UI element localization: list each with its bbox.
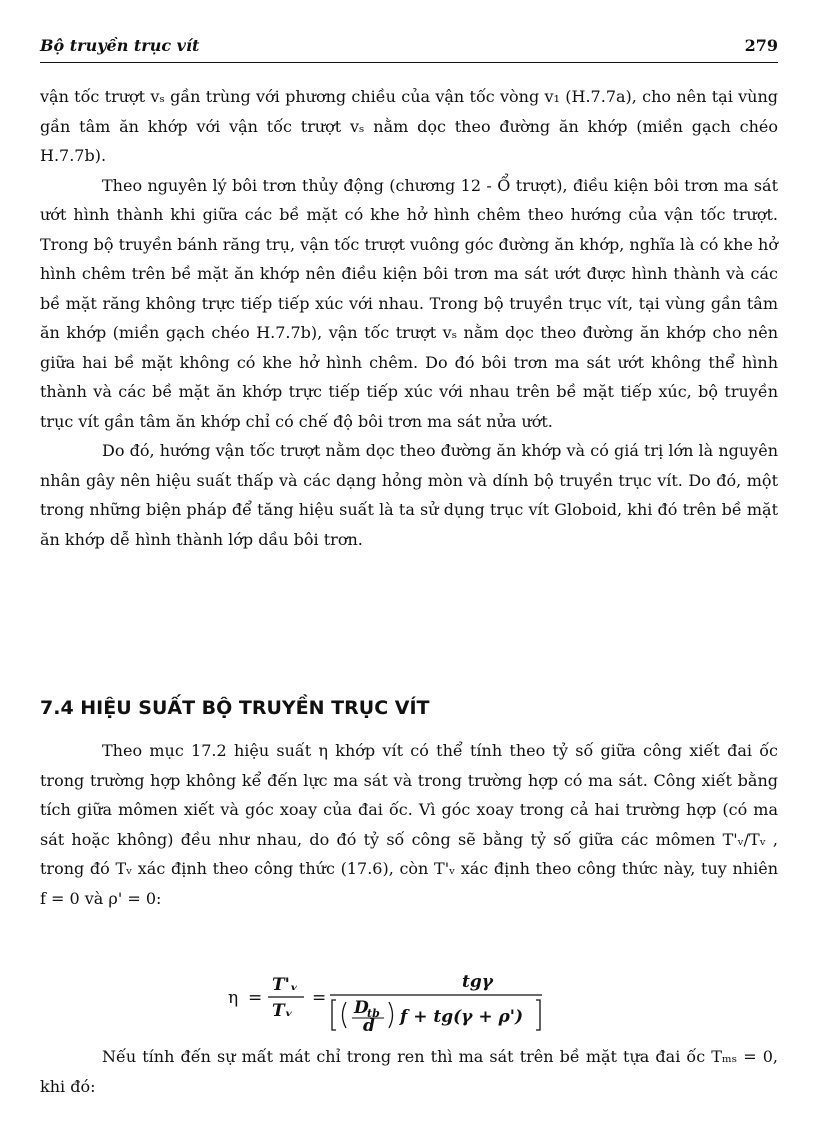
paragraph: Theo mục 17.2 hiệu suất η khớp vít có thể tính theo tỷ số giữa công xiết đai ốc trong trường hợp không kể đến lực ma sát và trong trường hợp có ma sát. Công xiết bằng tích giữa mômen xiết và góc xoay của đai ốc. Vì góc xoay trong cả hai trường hợp (có ma sát hoặc không) đều như nhau, do đó tỷ số công sẽ bằng tỷ số giữa các mômen T'ᵥ/Tᵥ , trong đó Tᵥ xác định theo công thức (17.6), còn T'ᵥ xác định theo công thức này, tuy nhiên f = 0 và ρ' = 0: [40, 741, 778, 908]
formula-den2-rest: f + tg(γ + ρ') [400, 1007, 524, 1027]
body-text-final [40, 1042, 778, 1101]
formula-num2: tgγ [462, 972, 493, 992]
formula-num1: T'ᵥ [272, 975, 299, 995]
efficiency-formula [200, 960, 660, 1032]
section-heading: 7.4 HIỆU SUẤT BỘ TRUYỀN TRỤC VÍT [40, 697, 430, 719]
running-header [40, 36, 778, 58]
chapter-title: Bộ truyền trục vít [40, 36, 200, 55]
bracket-left [332, 1000, 336, 1030]
body-text-section [40, 736, 778, 913]
paragraph: vận tốc trượt vₛ gần trùng với phương chiều của vận tốc vòng v₁ (H.7.7a), cho nên tại vùng gần tâm ăn khớp với vận tốc trượt vₛ nằm dọc theo đường ăn khớp (miền gạch chéo H.7.7b). [40, 87, 778, 165]
formula-eta: η [228, 988, 239, 1008]
formula-den1: Tᵥ [272, 1001, 294, 1021]
paren-right [389, 1002, 393, 1028]
paragraph: Nếu tính đến sự mất mát chỉ trong ren thì ma sát trên bề mặt tựa đai ốc Tₘₛ = 0, khi đó: [40, 1047, 778, 1096]
formula-equals-2: = [312, 988, 327, 1008]
header-rule [40, 62, 778, 63]
paragraph: Do đó, hướng vận tốc trượt nằm dọc theo đường ăn khớp và có giá trị lớn là nguyên nhân gây nên hiệu suất thấp và các dạng hỏng mòn và dính bộ truyền trục vít. Do đó, một trong những biện pháp để tăng hiệu suất là ta sử dụng trục vít Globoid, khi đó trên bề mặt ăn khớp dễ hình thành lớp dầu bôi trơn. [40, 441, 778, 549]
formula-d: d [363, 1016, 375, 1032]
paragraph: Theo nguyên lý bôi trơn thủy động (chương 12 - Ổ trượt), điều kiện bôi trơn ma sát ướt hình thành khi giữa các bề mặt có khe hở hình chêm theo hướng của vận tốc trượt. Trong bộ truyền bánh răng trụ, vận tốc trượt vuông góc đường ăn khớp, nghĩa là có khe hở hình chêm trên bề mặt ăn khớp nên điều kiện bôi trơn ma sát ướt được hình thành và các bề mặt răng không trực tiếp tiếp xúc với nhau. Trong bộ truyền trục vít, tại vùng gần tâm ăn khớp (miền gạch chéo H.7.7b), vận tốc trượt vₛ nằm dọc theo đường ăn khớp cho nên giữa hai bề mặt không có khe hở hình chêm. Do đó bôi trơn ma sát ướt không thể hình thành và các bề mặt ăn khớp trực tiếp tiếp xúc với nhau trên bề mặt tiếp xúc, bộ truyền trục vít gần tâm ăn khớp chỉ có chế độ bôi trơn ma sát nửa ướt. [40, 175, 778, 431]
formula-D-sub: tb [367, 1007, 380, 1020]
formula-D: D [354, 998, 369, 1018]
bracket-right [536, 1000, 540, 1030]
page-number: 279 [744, 36, 778, 55]
paren-left [343, 1002, 347, 1028]
body-text [40, 82, 778, 554]
formula-equals-1: = [248, 988, 263, 1008]
